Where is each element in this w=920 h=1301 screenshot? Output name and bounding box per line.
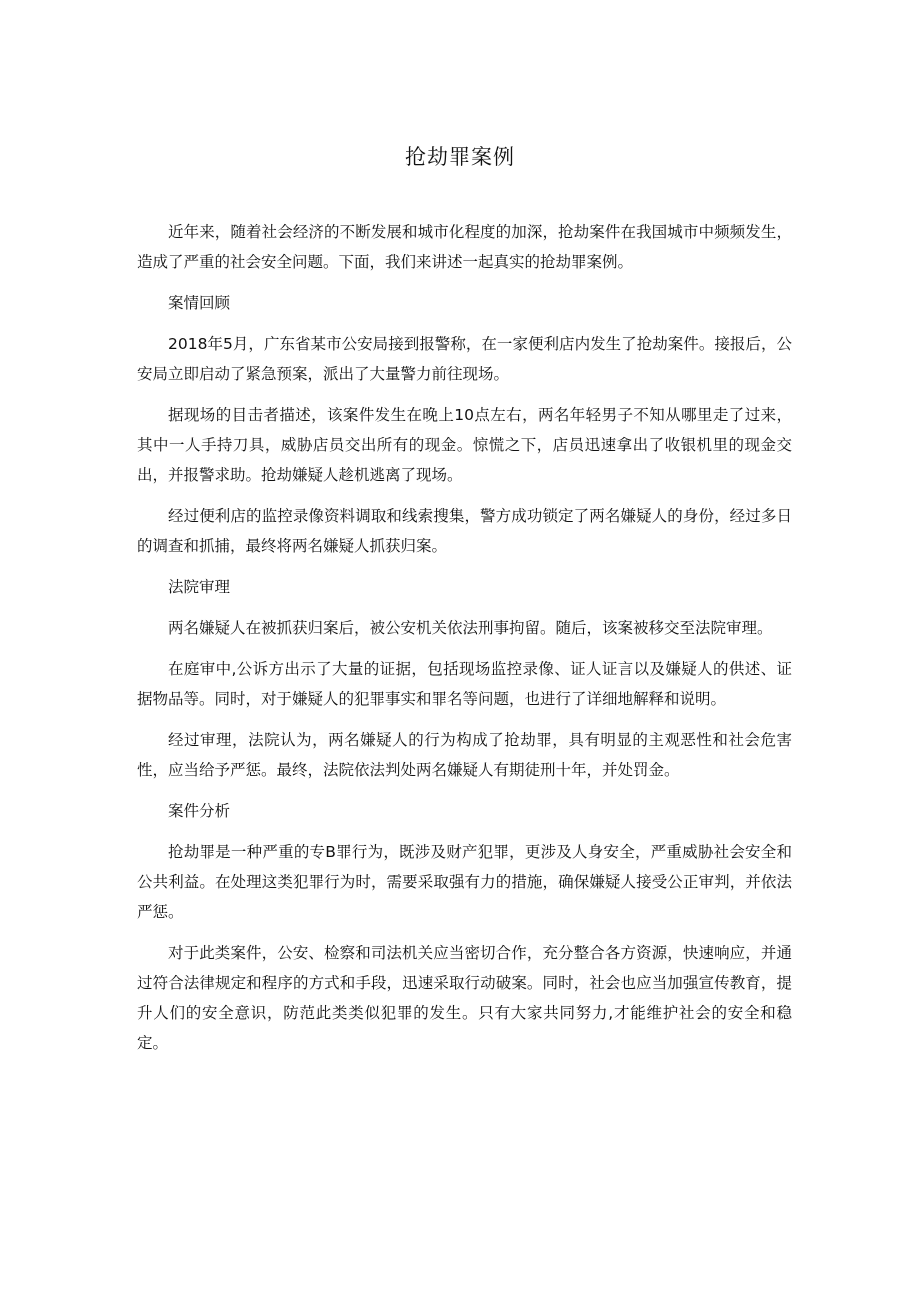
paragraph: 2018年5月，广东省某市公安局接到报警称，在一家便利店内发生了抢劫案件。接报后，公安局立即启动了紧急预案，派出了大量警力前往现场。	[137, 335, 792, 383]
paragraph: 抢劫罪是一种严重的专B罪行为，既涉及财产犯罪，更涉及人身安全，严重威胁社会安全和公共利益。在处理这类犯罪行为时，需要采取强有力的措施，确保嫌疑人接受公正审判，并依法严惩。	[137, 843, 792, 921]
intro-paragraph: 近年来，随着社会经济的不断发展和城市化程度的加深，抢劫案件在我国城市中频频发生，造成了严重的社会安全问题。下面，我们来讲述一起真实的抢劫罪案例。	[137, 223, 792, 271]
section-heading-case-analysis: 案件分析	[168, 802, 231, 820]
paragraph: 经过便利店的监控录像资料调取和线索搜集，警方成功锁定了两名嫌疑人的身份，经过多日的调查和抓捕，最终将两名嫌疑人抓获归案。	[137, 507, 792, 555]
paragraph: 两名嫌疑人在被抓获归案后，被公安机关依法刑事拘留。随后，该案被移交至法院审理。	[168, 619, 773, 637]
section-heading-court-trial: 法院审理	[168, 578, 231, 596]
section-heading-case-review: 案情回顾	[168, 294, 231, 312]
paragraph: 对于此类案件，公安、检察和司法机关应当密切合作，充分整合各方资源，快速响应，并通过符合法律规定和程序的方式和手段，迅速采取行动破案。同时，社会也应当加强宣传教育，提升人们的安全意识，防范此类类似犯罪的发生。只有大家共同努力,才能维护社会的安全和稳定。	[137, 944, 792, 1052]
document-title: 抢劫罪案例	[405, 145, 515, 169]
document-body	[137, 217, 792, 1069]
paragraph: 据现场的目击者描述，该案件发生在晚上10点左右，两名年轻男子不知从哪里走了过来，其中一人手持刀具，威胁店员交出所有的现金。惊慌之下，店员迅速拿出了收银机里的现金交出，并报警求助。抢劫嫌疑人趁机逃离了现场。	[137, 406, 792, 484]
paragraph: 在庭审中,公诉方出示了大量的证据，包括现场监控录像、证人证言以及嫌疑人的供述、证据物品等。同时，对于嫌疑人的犯罪事实和罪名等问题，也进行了详细地解释和说明。	[137, 660, 792, 708]
paragraph: 经过审理，法院认为，两名嫌疑人的行为构成了抢劫罪，具有明显的主观恶性和社会危害性，应当给予严惩。最终，法院依法判处两名嫌疑人有期徒刑十年，并处罚金。	[137, 731, 792, 779]
